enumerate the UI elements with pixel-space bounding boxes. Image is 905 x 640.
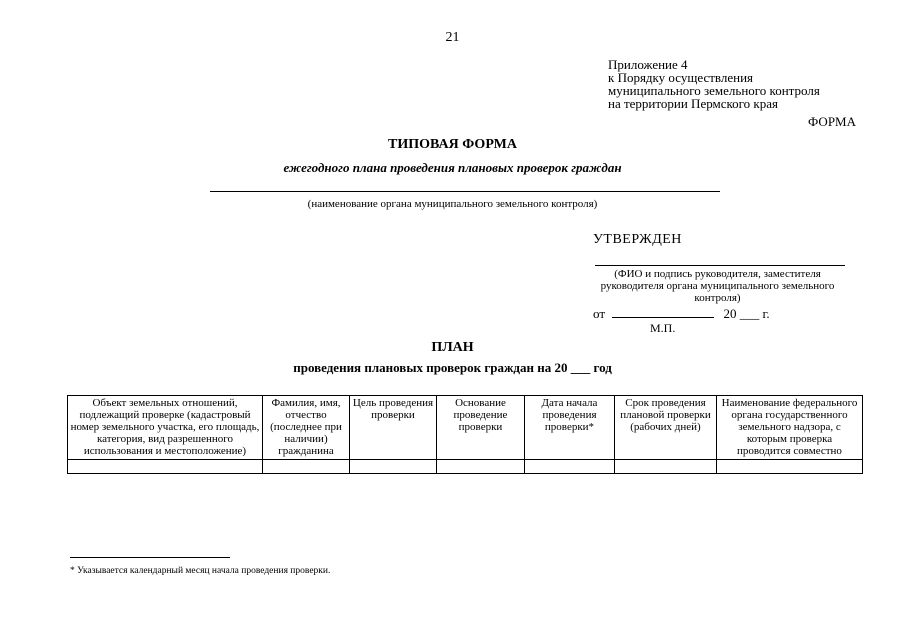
table-cell — [350, 460, 437, 474]
appendix-line: муниципального земельного контроля — [608, 83, 820, 98]
appendix-reference — [608, 58, 820, 110]
column-header-land-object: Объект земельных отношений, подлежащий проверке (кадастровый номер земельного участка, его площадь, категория, вид разрешенного использования и местоположение) — [68, 396, 263, 460]
table-cell — [615, 460, 717, 474]
organ-name-caption: (наименование органа муниципального земельного контроля) — [307, 198, 598, 210]
year-suffix: г. — [762, 306, 770, 321]
plan-year-blank: ___ — [570, 360, 591, 375]
footnote-separator — [70, 557, 230, 558]
approval-date — [593, 305, 770, 322]
column-header-inspection-basis: Основание проведение проверки — [437, 396, 525, 460]
plan-title: ПЛАН — [431, 340, 474, 355]
appendix-line: Приложение 4 — [608, 57, 688, 72]
year-blank: ___ — [739, 306, 760, 321]
table-cell — [263, 460, 350, 474]
table-row — [68, 460, 863, 474]
column-header-citizen-name: Фамилия, имя, отчество (последнее при наличии) гражданина — [263, 396, 350, 460]
table-cell — [68, 460, 263, 474]
year-prefix: 20 — [723, 306, 737, 321]
footnote: * Указывается календарный месяц начала проведения проверки. — [70, 566, 331, 576]
organ-name-line — [210, 191, 720, 192]
column-header-federal-authority: Наименование федерального органа государственного земельного надзора, с которым проверка проводится совместно — [717, 396, 863, 460]
signature-line — [595, 265, 845, 266]
column-header-inspection-purpose: Цель проведения проверки — [350, 396, 437, 460]
approval-label: УТВЕРЖДЕН — [593, 232, 682, 247]
document-title: ТИПОВАЯ ФОРМА — [388, 137, 517, 152]
date-from-label: от — [593, 306, 606, 321]
stamp-place: М.П. — [650, 321, 676, 335]
page-number: 21 — [445, 30, 460, 45]
column-header-duration: Срок проведения плановой проверки (рабочих дней) — [615, 396, 717, 460]
date-blank — [612, 305, 714, 318]
signature-caption: (ФИО и подпись руководителя, заместителя руководителя органа муниципального земельного контроля) — [600, 268, 835, 304]
table-cell — [437, 460, 525, 474]
table-cell — [525, 460, 615, 474]
plan-subtitle-text: проведения плановых проверок граждан на 20 — [293, 360, 568, 375]
appendix-line: к Порядку осуществления — [608, 70, 754, 85]
plan-subtitle-year-word: год — [593, 360, 612, 375]
table-cell — [717, 460, 863, 474]
form-label: ФОРМА — [808, 114, 856, 129]
plan-table — [67, 395, 863, 474]
column-header-start-date: Дата начала проведения проверки* — [525, 396, 615, 460]
table-header-row — [68, 396, 863, 460]
plan-subtitle — [0, 360, 905, 376]
appendix-line: на территории Пермского края — [608, 96, 778, 111]
document-subtitle: ежегодного плана проведения плановых проверок граждан — [283, 160, 622, 175]
